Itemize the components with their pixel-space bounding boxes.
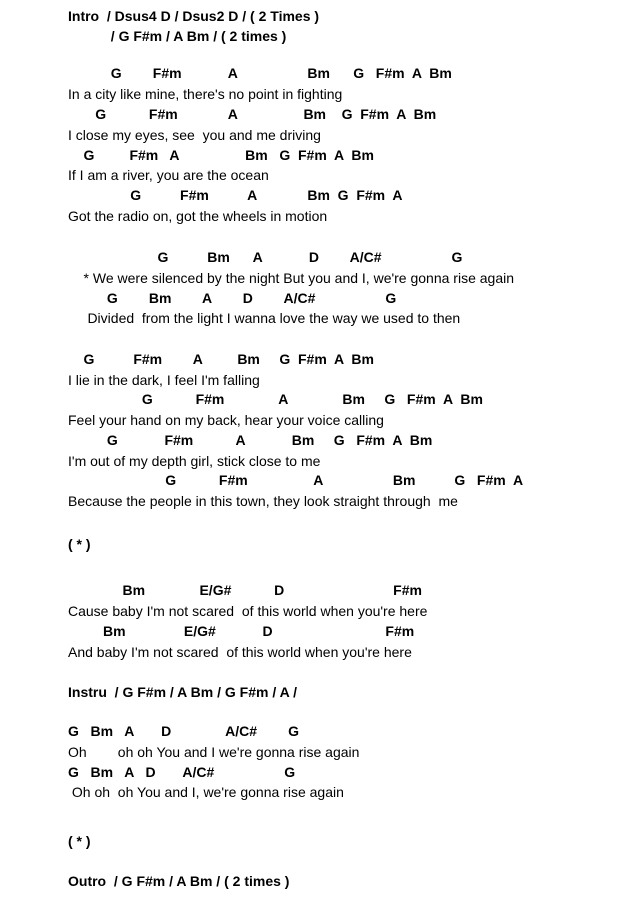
chord-line: G F#m A Bm G F#m A Bm <box>68 432 433 448</box>
lyric-line: In a city like mine, there's no point in fighting <box>68 86 343 102</box>
lyric-line: I'm out of my depth girl, stick close to me <box>68 453 321 469</box>
chord-line: / G F#m / A Bm / ( 2 times ) <box>68 28 287 44</box>
chord-line: G F#m A Bm G F#m A Bm <box>68 106 437 122</box>
lyric-line: And baby I'm not scared of this world when you're here <box>68 644 412 660</box>
lyric-line: Cause baby I'm not scared of this world when you're here <box>68 603 428 619</box>
chord-line: G Bm A D A/C# G <box>68 290 397 306</box>
chord-line: G Bm A D A/C# G <box>68 723 300 739</box>
chord-line: Instru / G F#m / A Bm / G F#m / A / <box>68 684 297 700</box>
chord-line: G Bm A D A/C# G <box>68 764 296 780</box>
lyric-line: Divided from the light I wanna love the way we used to then <box>68 310 461 326</box>
chord-line: G F#m A Bm G F#m A Bm <box>68 351 374 367</box>
lyric-line: Oh oh oh You and I, we're gonna rise again <box>68 784 344 800</box>
lyric-line: I close my eyes, see you and me driving <box>68 127 321 143</box>
lyric-line: Feel your hand on my back, hear your voice calling <box>68 412 384 428</box>
lyric-line: I lie in the dark, I feel I'm falling <box>68 372 260 388</box>
lyric-line: If I am a river, you are the ocean <box>68 167 269 183</box>
chord-line: G F#m A Bm G F#m A Bm <box>68 65 452 81</box>
chord-line: G F#m A Bm G F#m A Bm <box>68 147 374 163</box>
lyric-line: Oh oh oh You and I we're gonna rise again <box>68 744 360 760</box>
chord-line: G Bm A D A/C# G <box>68 249 463 265</box>
lyric-line: * We were silenced by the night But you and I, we're gonna rise again <box>68 270 515 286</box>
chord-line: ( * ) <box>68 833 91 849</box>
chord-line: G F#m A Bm G F#m A <box>68 187 403 203</box>
chord-line: Intro / Dsus4 D / Dsus2 D / ( 2 Times ) <box>68 8 320 24</box>
lyric-line: Because the people in this town, they look straight through me <box>68 493 458 509</box>
chord-line: G F#m A Bm G F#m A Bm <box>68 391 483 407</box>
lyric-line: Got the radio on, got the wheels in motion <box>68 208 328 224</box>
chord-line: Outro / G F#m / A Bm / ( 2 times ) <box>68 873 290 889</box>
chord-line: ( * ) <box>68 536 91 552</box>
chord-line: Bm E/G# D F#m <box>68 582 422 598</box>
chord-line: G F#m A Bm G F#m A <box>68 472 524 488</box>
chord-line: Bm E/G# D F#m <box>68 623 415 639</box>
